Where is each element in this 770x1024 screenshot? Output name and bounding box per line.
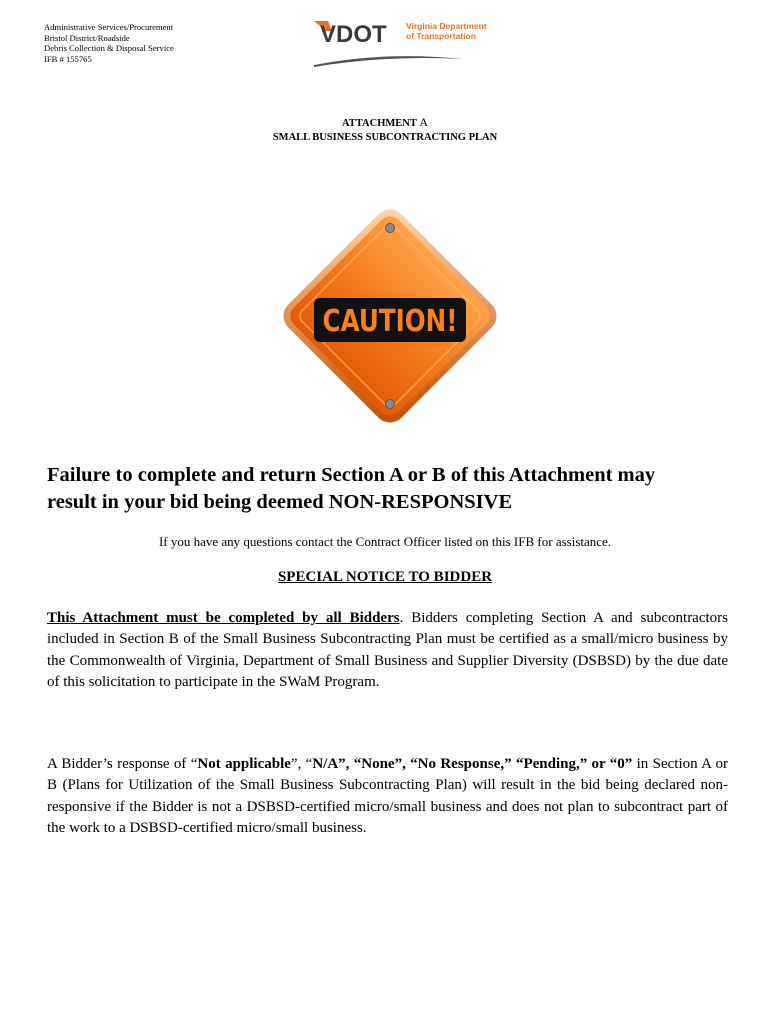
header-line-dept: Administrative Services/Procurement bbox=[44, 22, 174, 32]
sign-text: CAUTION! bbox=[322, 304, 458, 339]
attachment-title: SMALL BUSINESS SUBCONTRACTING PLAN bbox=[272, 132, 498, 143]
sign-bolt-top bbox=[386, 224, 395, 233]
header-info bbox=[44, 22, 174, 64]
paragraph2-text1: A Bidder’s response of “ bbox=[47, 756, 198, 772]
paragraph1-rest: . Bidders completing Section A and subcontractors included in Section B of the Small Business Subcontracting Plan must be certified as a small/micro business by the Commonwealth of Virginia, Department of Small Business and Supplier Diversity (DSBSD) by the due date of this solicitation to participate in the SWaM Program. bbox=[47, 610, 728, 690]
attachment-heading bbox=[0, 115, 770, 145]
paragraph2-bold2: N/A”, “None”, “No Response,” “Pending,” or “0” bbox=[312, 756, 633, 772]
logo-underline-swoosh bbox=[314, 56, 462, 67]
main-heading bbox=[47, 462, 737, 516]
paragraph2-text2: ”, “ bbox=[290, 756, 313, 772]
paragraph-non-responsive bbox=[47, 754, 728, 839]
header-line-ifb: IFB # 155765 bbox=[44, 53, 92, 64]
header-line-service: Debris Collection & Disposal Service bbox=[44, 43, 174, 54]
attachment-label: ATTACHMENT bbox=[342, 118, 417, 129]
main-heading-line2: result in your bid being deemed NON-RESPONSIVE bbox=[47, 491, 513, 513]
paragraph2-bold1: Not applicable bbox=[197, 756, 291, 772]
paragraph2-text3: in Section A or B (Plans for Utilization of the Small Business Subcontracting Plan) will result in the bid being declared non-responsive if the Bidder is not a DSBSD-certified micro/small business and does not plan to subcontract part of the work to a DSBSD-certified micro/small business. bbox=[47, 756, 728, 836]
logo-wordmark: VDOT bbox=[320, 21, 387, 48]
caution-sign-icon bbox=[272, 198, 508, 434]
header-line-district: Bristol District/Roadside bbox=[44, 32, 130, 43]
logo-org-line2: of Transportation bbox=[406, 31, 476, 41]
contact-note: If you have any questions contact the Contract Officer listed on this IFB for assistance. bbox=[158, 534, 612, 549]
attachment-letter: A bbox=[419, 115, 428, 129]
logo-org-line1: Virginia Department bbox=[406, 21, 487, 31]
paragraph1-lead: This Attachment must be completed by all Bidders bbox=[47, 610, 400, 626]
main-heading-line1: Failure to complete and return Section A or B of this Attachment may bbox=[47, 464, 656, 486]
sign-bolt-bottom bbox=[386, 400, 395, 409]
vdot-logo bbox=[306, 15, 487, 71]
special-notice-heading: SPECIAL NOTICE TO BIDDER bbox=[277, 569, 493, 585]
paragraph-certification bbox=[47, 608, 728, 693]
